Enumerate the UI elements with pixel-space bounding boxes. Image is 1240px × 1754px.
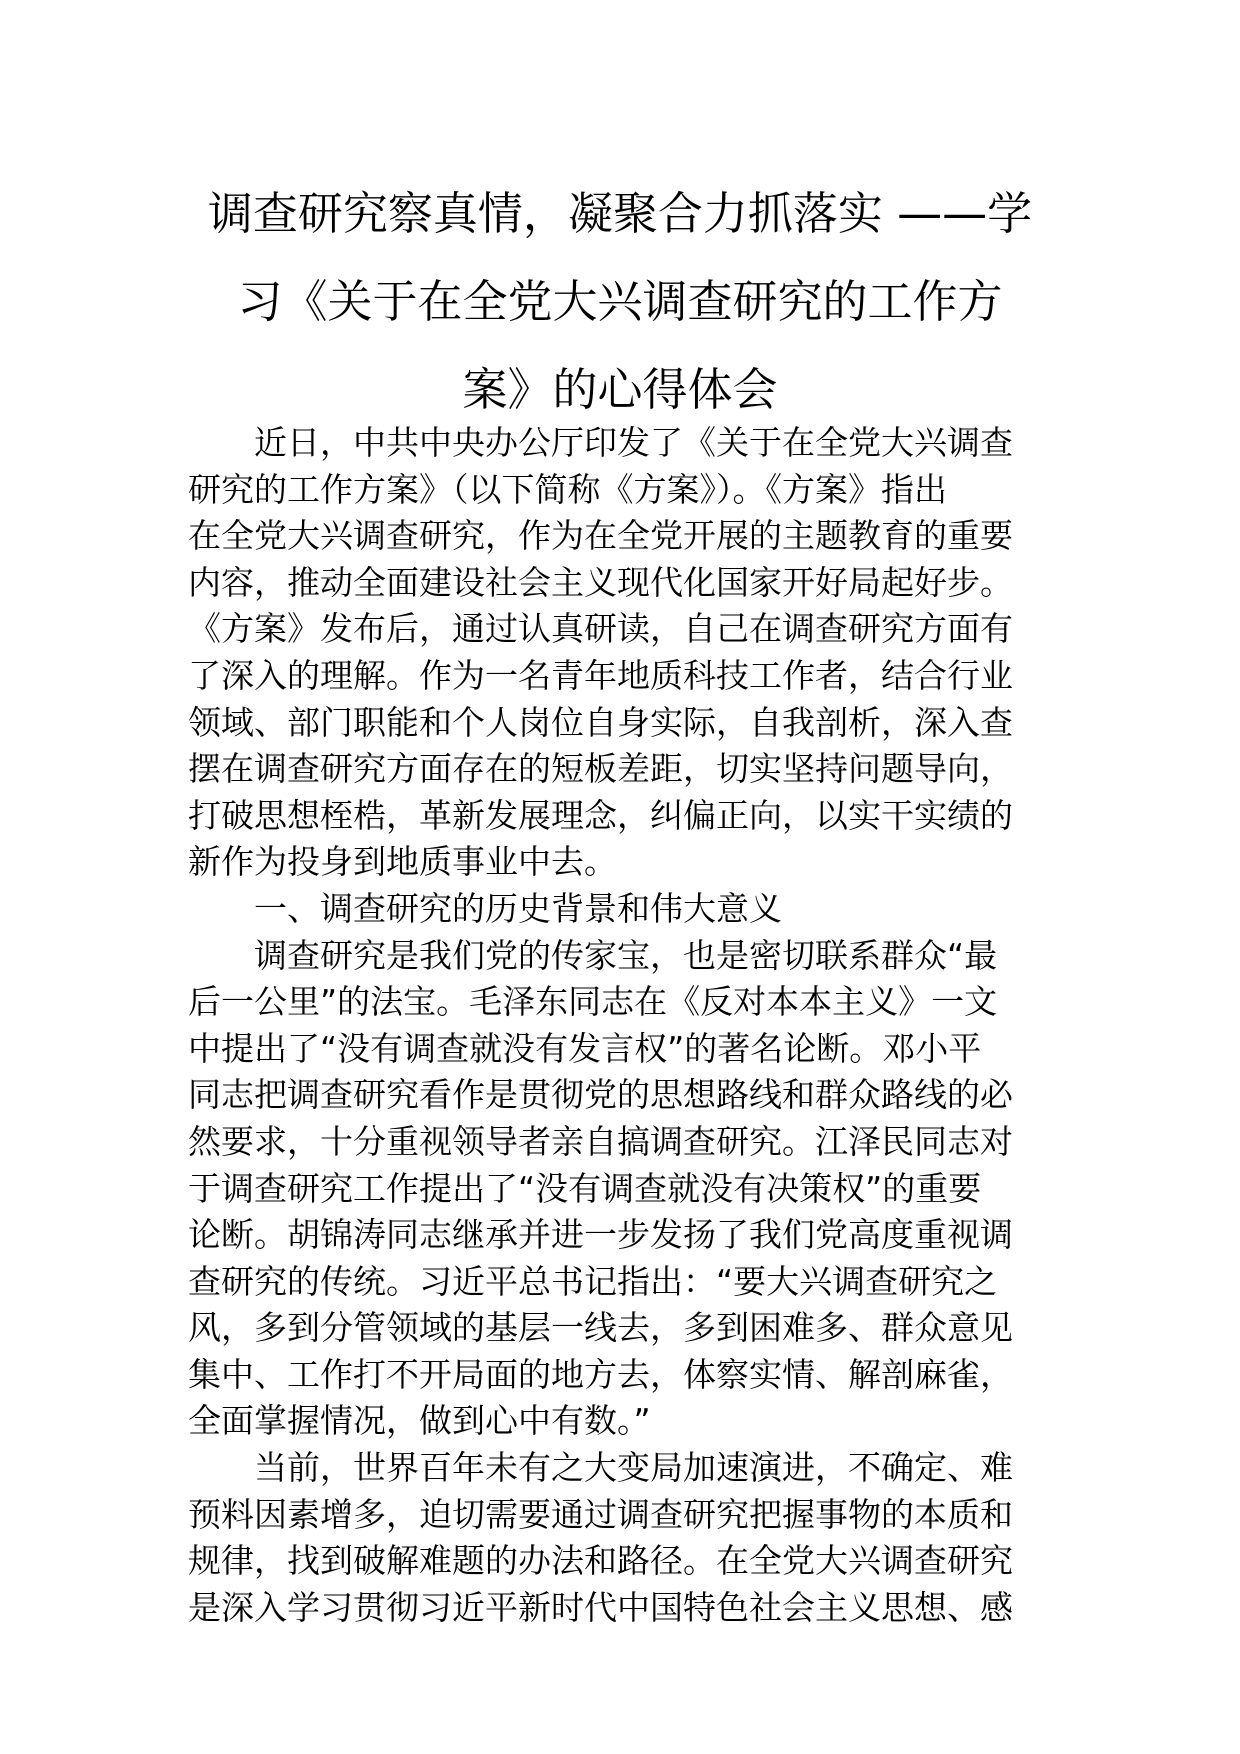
text-line: 打破思想桎梏，革新发展理念，纠偏正向，以实干实绩的	[188, 795, 1013, 835]
paragraph	[188, 1445, 1058, 1631]
text-line: 近日，中共中央办公厅印发了《关于在全党大兴调查	[254, 423, 1013, 462]
text-line: 全面掌握情况，做到心中有数。”	[188, 1401, 651, 1441]
title-line: 案》的心得体会	[462, 363, 778, 416]
text-line: 同志把调查研究看作是贯彻党的思想路线和群众路线的必	[188, 1075, 1013, 1115]
section-heading: 一、调查研究的历史背景和伟大意义	[254, 888, 782, 928]
text-line: 当前，世界百年未有之大变局加速演进，不确定、难	[254, 1448, 1013, 1488]
title-line: 习《关于在全党大兴调查研究的工作方	[237, 275, 1003, 328]
text-line: 调查研究是我们党的传家宝，也是密切联系群众“最	[254, 935, 998, 975]
paragraph	[188, 420, 1058, 886]
text-line: 在全党大兴调查研究，作为在全党开展的主题教育的重要	[188, 516, 1013, 556]
text-line: 摆在调查研究方面存在的短板差距，切实坚持问题导向，	[188, 749, 1013, 789]
text-line: 然要求，十分重视领导者亲自搞调查研究。江泽民同志对	[188, 1121, 1013, 1161]
text-line: 新作为投身到地质事业中去。	[188, 842, 617, 882]
text-line: 论断。胡锦涛同志继承并进一步发扬了我们党高度重视调	[188, 1215, 1013, 1255]
text-line: 规律，找到破解难题的办法和路径。在全党大兴调查研究	[188, 1541, 1013, 1581]
text-line: 《方案》发布后，通过认真研读，自己在调查研究方面有	[188, 609, 1013, 649]
text-line: 后一公里”的法宝。毛泽东同志在《反对本本主义》一文	[188, 982, 998, 1022]
text-line: 是深入学习贯彻习近平新时代中国特色社会主义思想、感	[188, 1587, 1013, 1627]
document-body	[188, 420, 1058, 1631]
text-line: 预料因素增多，迫切需要通过调查研究把握事物的本质和	[188, 1494, 1013, 1534]
text-line: 于调查研究工作提出了“没有调查就没有决策权”的重要	[188, 1168, 982, 1208]
text-line: 内容，推动全面建设社会主义现代化国家开好局起好步。	[188, 562, 1013, 602]
paragraph	[188, 933, 1058, 1446]
text-line: 风，多到分管领域的基层一线去，多到困难多、群众意见	[188, 1308, 1013, 1348]
text-line: 中提出了“没有调查就没有发言权”的著名论断。邓小平	[188, 1028, 982, 1068]
text-line: 集中、工作打不开局面的地方去，体察实情、解剖麻雀，	[188, 1354, 1013, 1394]
text-line: 领域、部门职能和个人岗位自身实际，自我剖析，深入查	[188, 702, 1013, 742]
text-line: 了深入的理解。作为一名青年地质科技工作者，结合行业	[188, 655, 1013, 695]
document-title	[180, 170, 1060, 434]
text-line: 查研究的传统。习近平总书记指出：“要大兴调查研究之	[188, 1261, 998, 1301]
title-line: 调查研究察真情，凝聚合力抓落实 ——学	[207, 187, 1033, 240]
text-line: 研究的工作方案》（以下简称《方案》）。《方案》指出	[188, 469, 947, 509]
